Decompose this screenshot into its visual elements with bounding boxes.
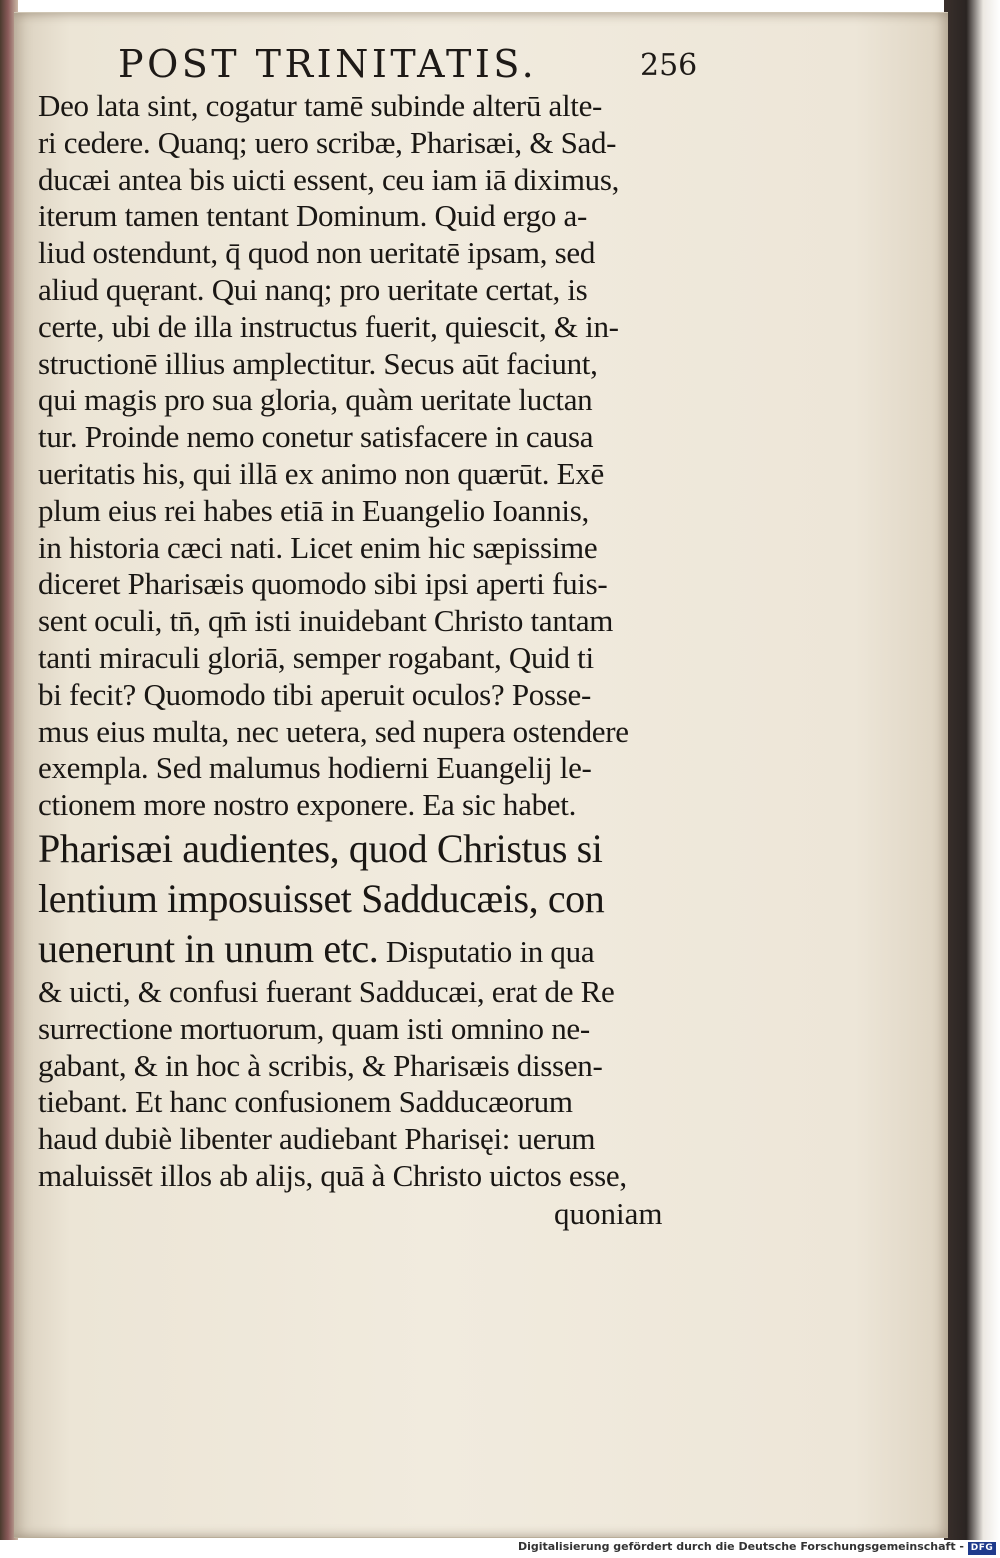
text-line: bi fecit? Quomodo tibi aperuit oculos? Posse- [38, 676, 591, 712]
lemma-line: lentium imposuisset Sadducæis, con [38, 875, 605, 921]
text-line: tanti miraculi gloriā, semper rogabant, Quid ti [38, 639, 594, 675]
lemma-line-mixed [38, 924, 720, 974]
text-line: sent oculi, tn̄, qm̄ isti inuidebant Christo tantam [38, 603, 614, 639]
text-line: in historia cæci nati. Licet enim hic sæpissime [38, 529, 598, 565]
page-number: 256 [640, 48, 698, 83]
text-line: surrectione mortuorum, quam isti omnino ne- [38, 1010, 590, 1046]
digitization-footer [0, 1540, 1000, 1558]
funding-credit: Digitalisierung gefördert durch die Deutsche Forschungsgemeinschaft - [517, 1540, 964, 1553]
text-line: qui magis pro sua gloria, quàm ueritate luctan [38, 382, 593, 418]
running-head: POST TRINITATIS. [118, 42, 538, 86]
lemma-line: Pharisæi audientes, quod Christus si [38, 825, 603, 871]
commentary-start: Disputatio in qua [378, 933, 595, 969]
text-line: mus eius multa, nec uetera, sed nupera ostendere [38, 713, 629, 749]
catchword: quoniam [554, 1196, 663, 1231]
text-line: iterum tamen tentant Dominum. Quid ergo a- [38, 198, 588, 234]
main-text-block [38, 88, 720, 1195]
text-line: haud dubiè libenter audiebant Pharisęi: uerum [38, 1121, 596, 1157]
book-cover-edge [944, 0, 1000, 1540]
dfg-logo-icon: DFG [968, 1542, 996, 1555]
text-line: plum eius rei habes etiā in Euangelio Ioannis, [38, 492, 589, 528]
text-line: ueritatis his, qui illā ex animo non quærūt. Exē [38, 455, 604, 491]
text-line: Deo lata sint, cogatur tamē subinde alterū alte- [38, 88, 603, 123]
text-line: tur. Proinde nemo conetur satisfacere in causa [38, 419, 594, 455]
text-line: liud ostendunt, q̄ quod non ueritatē ipsam, sed [38, 235, 596, 271]
lemma-end: uenerunt in unum etc. [38, 925, 379, 971]
text-line: maluissēt illos ab alijs, quā à Christo uictos esse, [38, 1157, 627, 1193]
text-line: gabant, & in hoc à scribis, & Pharisæis dissen- [38, 1047, 603, 1083]
text-line: ducæi antea bis uicti essent, ceu iam iā diximus, [38, 161, 620, 197]
text-line: & uicti, & confusi fuerant Sadducæi, erat de Re [38, 973, 615, 1009]
text-line: aliud quęrant. Qui nanq; pro ueritate certat, is [38, 271, 588, 307]
text-line: diceret Pharisæis quomodo sibi ipsi aperti fuis- [38, 566, 608, 602]
text-line: tiebant. Et hanc confusionem Sadducæorum [38, 1084, 573, 1120]
text-line: ri cedere. Quanq; uero scribæ, Pharisæi, & Sad- [38, 124, 617, 160]
text-line: structionē illius amplectitur. Secus aūt faciunt, [38, 345, 598, 381]
text-line: exempla. Sed malumus hodierni Euangelij le- [38, 750, 592, 786]
text-line: certe, ubi de illa instructus fuerit, quiescit, & in- [38, 308, 619, 344]
text-line: ctionem more nostro exponere. Ea sic habet. [38, 787, 577, 823]
